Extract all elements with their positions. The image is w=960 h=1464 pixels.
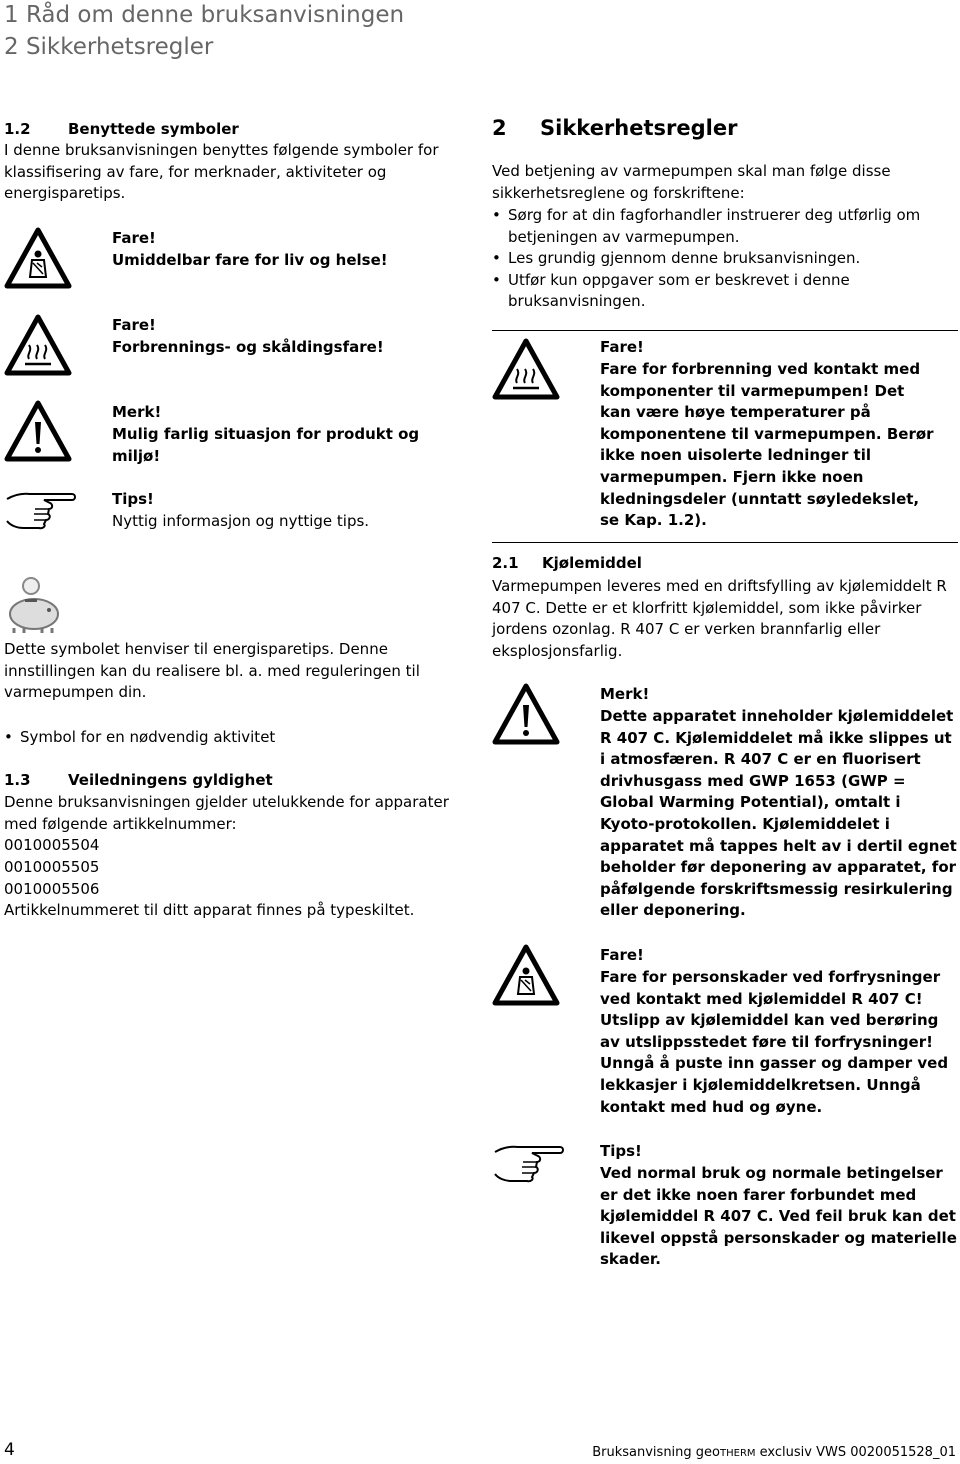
section-1-3-heading (4, 770, 464, 792)
energy-tip-text: Dette symbolet henviser til energisparetips. Denne innstillingen kan du realisere bl. a. med reguleringen til varmepumpen din. (4, 640, 420, 702)
list-item: • Utfør kun oppgaver som er beskrevet i denne bruksanvisningen. (492, 270, 958, 313)
symbol-1-label: Fare! (112, 229, 156, 247)
symbol-4-label: Tips! (112, 490, 154, 508)
list-item: • Les grundig gjennom denne bruksanvisningen. (492, 248, 958, 270)
section-title: Veiledningens gyldighet (68, 771, 273, 789)
article-number: 0010005506 (4, 880, 100, 898)
article-number: 0010005504 (4, 836, 100, 854)
pointing-hand-icon (492, 1140, 566, 1184)
hot-surface-icon (4, 314, 72, 376)
section-2-heading (492, 115, 737, 141)
list-item: • Sørg for at din fagforhandler instruerer deg utførlig om betjeningen av varmepumpen. (492, 205, 958, 248)
page-number: 4 (4, 1440, 15, 1460)
section-2-1-heading (492, 553, 952, 575)
hot-surface-icon (492, 338, 560, 400)
section-number: 2.1 (492, 554, 519, 572)
footer-prefix: Bruksanvisning geo (592, 1445, 720, 1460)
section-number: 2 (492, 116, 507, 140)
danger-person-icon (4, 227, 72, 289)
footer-suffix: exclusiv VWS 0020051528_01 (755, 1445, 956, 1460)
section-number: 1.2 (4, 120, 31, 138)
activity-bullet (4, 727, 464, 749)
piggy-bank-icon (4, 576, 64, 636)
list-item-text: Utfør kun oppgaver som er beskrevet i denne bruksanvisningen. (508, 270, 850, 311)
article-closing-text: Artikkelnummeret til ditt apparat finnes på typeskiltet. (4, 901, 415, 919)
bullet-dot: • (4, 728, 13, 746)
tips-text: Ved normal bruk og normale betingelser er det ikke noen farer forbundet med kjølemiddel R 407 C. Ved feil bruk kan det likevel oppstå personskader og materielle skader. (600, 1164, 957, 1269)
header-title-2: 2 Sikkerhetsregler (4, 34, 214, 60)
warning-exclamation-icon (4, 400, 72, 462)
section-1-2-body: I denne bruksanvisningen benyttes følgende symboler for klassifisering av fare, for merknader, aktiviteter og energisparetips. (4, 141, 439, 203)
symbol-1-text: Umiddelbar fare for liv og helse! (112, 251, 388, 269)
footer-brand: THERM (720, 1448, 756, 1459)
fare-2-text: Fare for personskader ved forfrysninger ved kontakt med kjølemiddel R 407 C! Utslipp av kjølemiddel kan ved berøring av utslippsstedet føre til forfrysninger! Unngå å puste inn gasser og damper ved lekkasjer i kjølemiddelkretsen. Unngå kontakt med hud og øyne. (600, 968, 949, 1116)
section-title: Benyttede symboler (68, 120, 239, 138)
footer-document-title (592, 1445, 956, 1460)
danger-person-icon (492, 944, 560, 1006)
burn-warning-label: Fare! (600, 338, 644, 356)
symbol-3-label: Merk! (112, 403, 162, 421)
section-2-bullets (492, 205, 958, 313)
symbol-2-text: Forbrennings- og skåldingsfare! (112, 338, 384, 356)
list-item-text: Les grundig gjennom denne bruksanvisningen. (508, 249, 861, 268)
tips-label: Tips! (600, 1142, 642, 1160)
section-1-2-heading (4, 119, 464, 141)
header-title-1: 1 Råd om denne bruksanvisningen (4, 2, 405, 28)
symbol-2-label: Fare! (112, 316, 156, 334)
section-title: Kjølemiddel (542, 554, 642, 572)
fare-2-label: Fare! (600, 946, 644, 964)
merk-label: Merk! (600, 685, 650, 703)
list-item-text: Sørg for at din fagforhandler instruerer deg utførlig om betjeningen av varmepumpen. (508, 206, 921, 246)
section-title: Sikkerhetsregler (540, 116, 738, 140)
burn-warning-text: Fare for forbrenning ved kontakt med komponenter til varmepumpen! Det kan være høye temperaturer på komponentene til varmepumpen. Berør ikke noen uisolerte ledninger til varmepumpen. Fjern ikke noen kledningsdeler (unntatt søyledekslet, se Kap. 1.2). (600, 360, 934, 530)
divider (492, 542, 958, 543)
section-1-3-body: Denne bruksanvisningen gjelder utelukkende for apparater med følgende artikkelnummer: (4, 793, 449, 833)
section-number: 1.3 (4, 771, 31, 789)
article-number: 0010005505 (4, 858, 100, 876)
warning-exclamation-icon (492, 683, 560, 745)
symbol-4-text: Nyttig informasjon og nyttige tips. (112, 512, 370, 530)
merk-text: Dette apparatet inneholder kjølemiddelet R 407 C. Kjølemiddelet må ikke slippes ut i atmosfæren. R 407 C er en fluorisert drivhusgass med GWP 1653 (GWP = Global Warming Potential), omtalt i Kyoto-protokollen. Kjølemiddelet i apparatet må tappes helt av i dertil egnet beholder før deponering av apparatet, for påfølgende forskriftsmessig resirkulering eller deponering. (600, 707, 957, 920)
section-2-intro: Ved betjening av varmepumpen skal man følge disse sikkerhetsreglene og forskriftene: (492, 162, 891, 202)
section-2-1-body: Varmepumpen leveres med en driftsfylling av kjølemiddelt R 407 C. Dette er et klorfritt kjølemiddel, som ikke påvirker jordens ozonlag. R 407 C er verken brannfarlig eller eksplosjonsfarlig. (492, 577, 947, 660)
activity-bullet-text: Symbol for en nødvendig aktivitet (20, 728, 276, 746)
divider (492, 330, 958, 331)
symbol-3-text: Mulig farlig situasjon for produkt og miljø! (112, 425, 420, 465)
pointing-hand-icon (4, 487, 78, 531)
